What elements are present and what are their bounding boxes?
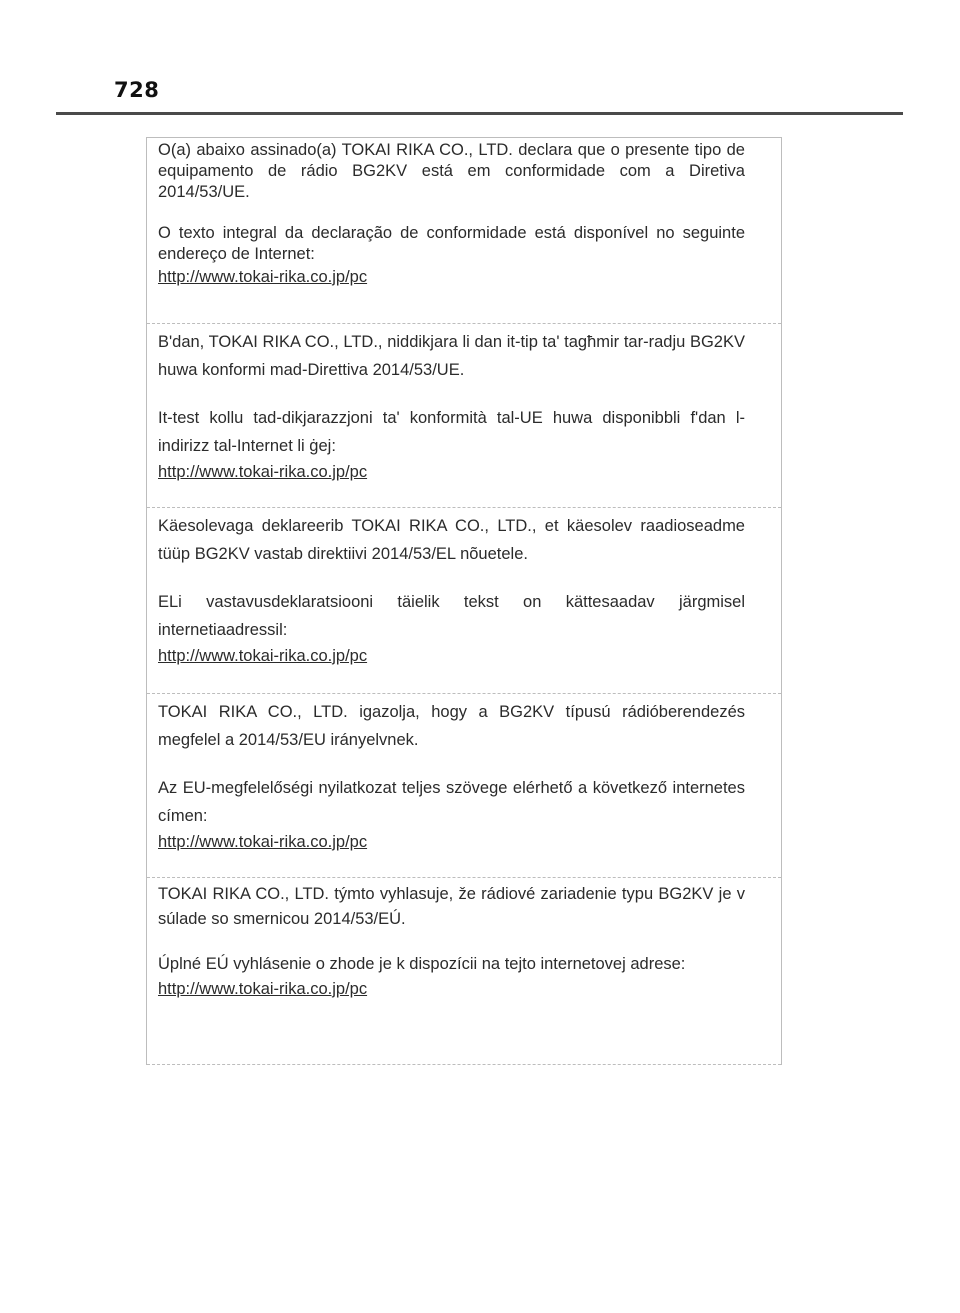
declaration-full-text-note: O texto integral da declaração de conformidade está disponível no seguinte endereço de Internet: (158, 224, 745, 263)
declaration-notice: Käesolevaga deklareerib TOKAI RIKA CO., LTD., et käesolev raadioseadme tüüp BG2KV vastab direktiivi 2014/53/EL nõuetele. (158, 517, 745, 563)
declaration-notice: TOKAI RIKA CO., LTD. týmto vyhlasuje, že rádiové zariadenie typu BG2KV je v súlade so smernicou 2014/53/EÚ. (158, 885, 745, 928)
declaration-notice: O(a) abaixo assinado(a) TOKAI RIKA CO., LTD. declara que o presente tipo de equipamento de rádio BG2KV está em conformidade com a Diretiva 2014/53/UE. (158, 141, 745, 201)
declaration-estonian (147, 508, 781, 694)
declaration-url-link[interactable]: http://www.tokai-rika.co.jp/pc (158, 268, 368, 286)
declaration-maltese (147, 324, 781, 508)
declaration-url-link[interactable]: http://www.tokai-rika.co.jp/pc (158, 647, 368, 665)
declaration-portuguese (147, 138, 781, 324)
declaration-full-text-note: ELi vastavusdeklaratsiooni täielik tekst on kättesaadav järgmisel internetiaadressil: (158, 593, 745, 639)
page-number: 728 (114, 78, 160, 102)
declaration-full-text-note: Úplné EÚ vyhlásenie o zhode je k dispozícii na tejto internetovej adrese: (158, 955, 686, 973)
declaration-table (146, 137, 782, 1065)
declaration-url-link[interactable]: http://www.tokai-rika.co.jp/pc (158, 463, 368, 481)
declaration-full-text-note: Az EU-megfelelőségi nyilatkozat teljes szövege elérhető a következő internetes címen: (158, 779, 745, 825)
declaration-slovak (147, 878, 781, 1065)
declaration-url-link[interactable]: http://www.tokai-rika.co.jp/pc (158, 833, 368, 851)
declaration-full-text-note: It-test kollu tad-dikjarazzjoni ta' konformità tal-UE huwa disponibbli f'dan l-indirizz tal-Internet li ġej: (158, 409, 745, 455)
declaration-notice: B'dan, TOKAI RIKA CO., LTD., niddikjara li dan it-tip ta' tagħmir tar-radju BG2KV huwa konformi mad-Direttiva 2014/53/UE. (158, 333, 745, 379)
declaration-hungarian (147, 694, 781, 878)
declaration-notice: TOKAI RIKA CO., LTD. igazolja, hogy a BG2KV típusú rádióberendezés megfelel a 2014/53/EU irányelvnek. (158, 703, 745, 749)
declaration-url-link[interactable]: http://www.tokai-rika.co.jp/pc (158, 980, 368, 998)
header-rule (56, 112, 903, 115)
